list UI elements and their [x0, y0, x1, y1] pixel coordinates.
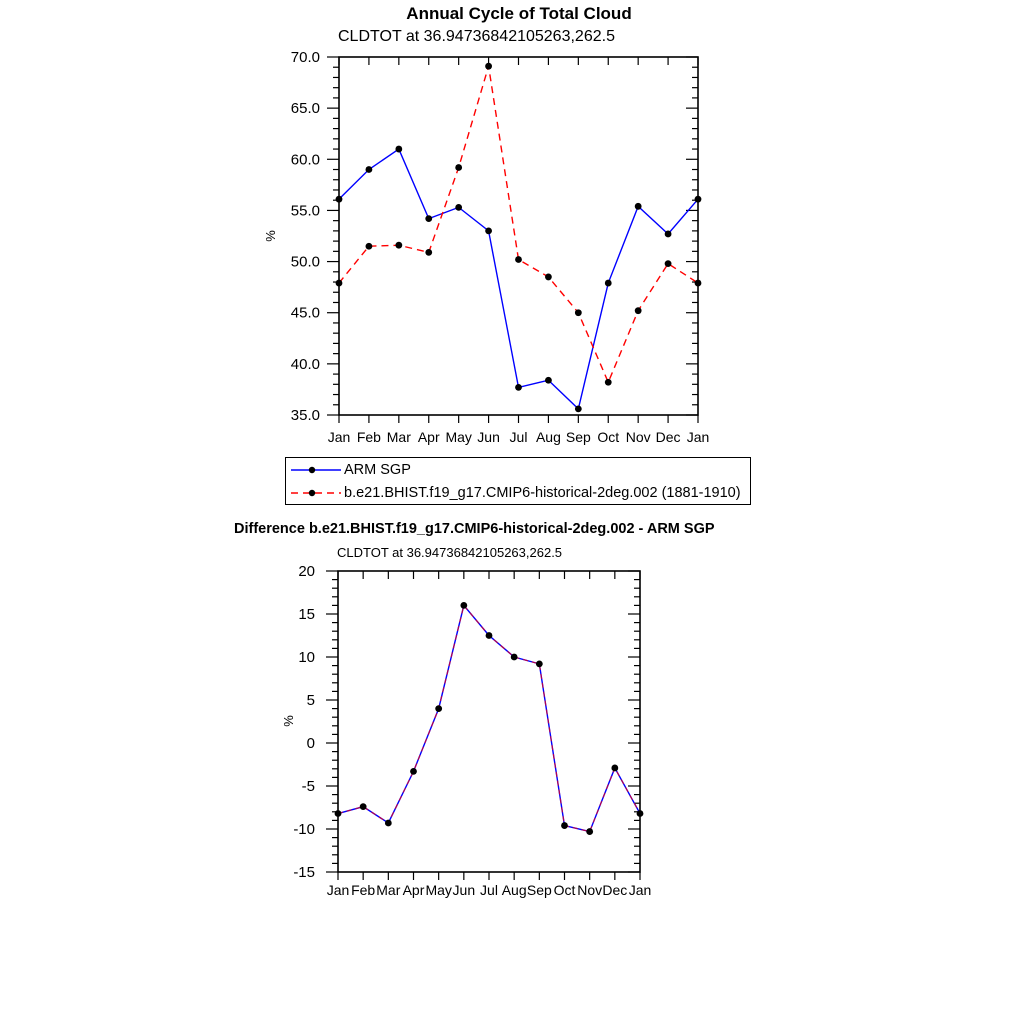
data-point-marker	[435, 705, 442, 712]
y-tick-label: 10	[298, 649, 315, 666]
series-line-0	[338, 605, 640, 831]
x-tick-label: Jul	[480, 882, 498, 898]
data-point-marker	[410, 768, 417, 775]
data-point-marker	[545, 377, 552, 384]
x-tick-label: Sep	[565, 429, 591, 445]
x-tick-label: Jan	[326, 882, 350, 898]
data-point-marker	[561, 822, 568, 829]
data-point-marker	[455, 164, 462, 171]
data-point-marker	[511, 654, 518, 661]
data-point-marker	[575, 405, 582, 412]
x-tick-label: Jun	[452, 882, 476, 898]
y-tick-label: 65.0	[290, 100, 320, 118]
data-point-marker	[335, 810, 342, 817]
series-overlay-0	[338, 605, 640, 831]
data-point-marker	[536, 660, 543, 667]
data-point-marker	[605, 280, 612, 287]
data-point-marker	[665, 260, 672, 267]
x-tick-label: Apr	[417, 429, 440, 445]
x-tick-label: Aug	[535, 429, 561, 445]
x-tick-label: Jun	[477, 429, 500, 445]
legend-label-arm-sgp: ARM SGP	[344, 461, 411, 478]
data-point-marker	[665, 231, 672, 238]
top-chart-title: Annual Cycle of Total Cloud	[406, 4, 632, 23]
legend-label-model: b.e21.BHIST.f19_g17.CMIP6-historical-2deg.002 (1881-1910)	[344, 484, 741, 501]
x-tick-label: Dec	[602, 882, 628, 898]
x-tick-label: Nov	[577, 882, 603, 898]
x-tick-label: Jul	[509, 429, 528, 445]
y-tick-label: 60.0	[290, 151, 320, 169]
data-point-marker	[425, 249, 432, 256]
chart-plot-0	[263, 49, 709, 445]
data-point-marker	[460, 602, 467, 609]
legend-sample-solid-line	[290, 464, 342, 476]
y-tick-label: -15	[293, 864, 315, 881]
x-tick-label: Feb	[356, 429, 381, 445]
x-tick-label: Apr	[402, 882, 425, 898]
x-tick-label: Aug	[501, 882, 527, 898]
y-tick-label: -5	[301, 778, 315, 795]
data-point-marker	[486, 632, 493, 639]
y-axis-label: %	[281, 715, 296, 727]
data-point-marker	[395, 242, 402, 249]
data-point-marker	[575, 309, 582, 316]
x-tick-label: Dec	[655, 429, 681, 445]
series-line-1	[339, 66, 698, 382]
legend-item-model	[290, 481, 750, 504]
legend-sample-dashed-line	[290, 487, 342, 499]
diff-chart-subtitle: CLDTOT at 36.94736842105263,262.5	[337, 545, 563, 560]
y-tick-label: 35.0	[290, 407, 320, 424]
data-point-marker	[515, 256, 522, 263]
data-point-marker	[695, 196, 702, 203]
data-point-marker	[635, 307, 642, 314]
data-point-marker	[336, 280, 343, 287]
data-point-marker	[425, 215, 432, 222]
y-tick-label: 70.0	[290, 49, 320, 66]
y-tick-label: 5	[306, 692, 315, 709]
x-tick-label: Jan	[628, 882, 652, 898]
y-tick-label: 45.0	[290, 304, 320, 322]
data-point-marker	[366, 243, 373, 250]
x-tick-label: May	[445, 429, 472, 445]
x-tick-label: Nov	[625, 429, 651, 445]
data-point-marker	[586, 828, 593, 835]
legend-marker-dot	[309, 489, 315, 495]
x-tick-label: Mar	[386, 429, 411, 445]
x-tick-label: Jan	[686, 429, 710, 445]
y-tick-label: 55.0	[290, 202, 320, 220]
y-tick-label: 15	[298, 606, 315, 623]
top-chart-subtitle: CLDTOT at 36.94736842105263,262.5	[338, 28, 615, 45]
data-point-marker	[366, 166, 373, 173]
data-point-marker	[360, 803, 367, 810]
data-point-marker	[545, 274, 552, 281]
x-tick-label: Sep	[526, 882, 552, 898]
data-point-marker	[385, 820, 392, 827]
y-tick-label: 50.0	[290, 253, 320, 271]
data-point-marker	[336, 196, 343, 203]
legend-box	[285, 457, 751, 505]
x-tick-label: May	[425, 882, 452, 898]
y-tick-label: 0	[306, 735, 315, 752]
y-tick-label: 40.0	[290, 355, 320, 373]
chart-plot-1	[281, 563, 651, 898]
data-point-marker	[485, 63, 492, 70]
legend-item-arm-sgp	[290, 458, 750, 481]
data-point-marker	[485, 227, 492, 234]
x-tick-label: Oct	[553, 882, 576, 898]
legend-marker-dot	[309, 466, 315, 472]
data-point-marker	[455, 204, 462, 211]
data-point-marker	[515, 384, 522, 391]
data-point-marker	[611, 765, 618, 772]
x-tick-label: Jan	[327, 429, 351, 445]
x-tick-label: Oct	[597, 429, 620, 445]
plot-frame	[339, 57, 698, 415]
series-line-0	[339, 149, 698, 409]
data-point-marker	[637, 810, 644, 817]
data-point-marker	[695, 280, 702, 287]
data-point-marker	[635, 203, 642, 210]
plot-frame	[338, 571, 640, 872]
y-tick-label: 20	[298, 563, 315, 580]
y-axis-label: %	[263, 230, 278, 242]
y-tick-label: -10	[293, 821, 315, 838]
data-point-marker	[605, 379, 612, 386]
x-tick-label: Feb	[351, 882, 376, 898]
x-tick-label: Mar	[376, 882, 401, 898]
diff-chart-title: Difference b.e21.BHIST.f19_g17.CMIP6-historical-2deg.002 - ARM SGP	[234, 521, 715, 537]
data-point-marker	[395, 146, 402, 153]
